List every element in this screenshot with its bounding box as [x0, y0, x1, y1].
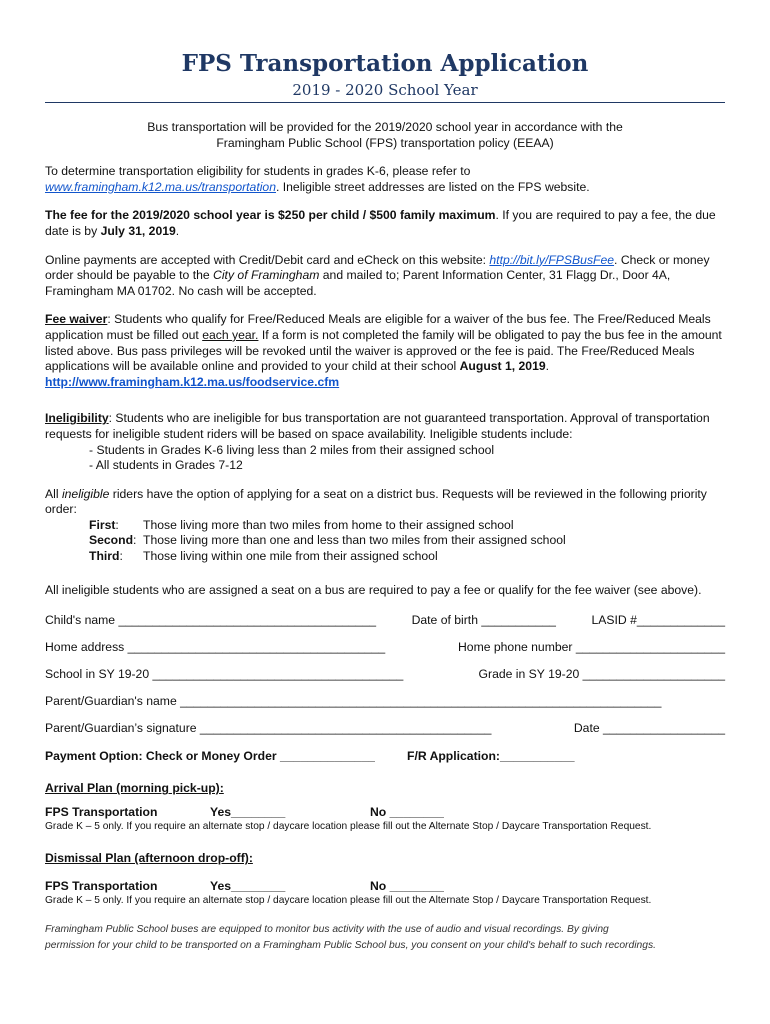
footer-line-1: Framingham Public School buses are equipped to monitor bus activity with the use of audio and visual recordings. By giving: [45, 924, 609, 936]
dismissal-no-field[interactable]: No ________: [370, 879, 444, 894]
ineligibility-paragraph: [45, 411, 725, 442]
fee-text: . If you are required to pay a fee, the due date is by: [45, 208, 716, 238]
waiver-text-1: : Students who qualify for Free/Reduced Meals are eligible for a waiver of the bus fee. The Free/Reduced Meals application must be filled out: [45, 312, 711, 342]
priority-label: Second: [89, 533, 134, 548]
payments-text-2: . Check or money order should be payable to the: [45, 252, 710, 283]
dismissal-heading: Dismissal Plan (afternoon drop-off):: [45, 851, 253, 866]
fr-application-field[interactable]: F/R Application:___________: [407, 749, 575, 764]
dismissal-yes-field[interactable]: Yes________: [210, 879, 286, 894]
priority-sep: :: [133, 533, 137, 548]
intro-line-2: Framingham Public School (FPS) transportation policy (EEAA): [216, 135, 554, 150]
arrival-yes-field[interactable]: Yes________: [210, 805, 286, 820]
waiver-date: August 1, 2019: [459, 359, 546, 374]
waiver-end: .: [545, 359, 550, 374]
grade-field[interactable]: Grade in SY 19-20 _____________________: [478, 667, 725, 682]
fee-due-date: July 31, 2019: [100, 223, 176, 238]
payments-paragraph: [45, 253, 725, 300]
school-year: 2019 - 2020 School Year: [292, 81, 478, 99]
waiver-paragraph: [45, 312, 725, 390]
dismissal-row: [45, 878, 725, 894]
bus-fee-link[interactable]: http://bit.ly/FPSBusFee: [489, 252, 615, 267]
signature-date-field[interactable]: Date __________________: [573, 721, 725, 736]
arrival-row: [45, 804, 725, 820]
priority-paragraph: [45, 487, 725, 518]
payment-option-field[interactable]: Payment Option: Check or Money Order ______________: [45, 749, 375, 764]
transportation-link[interactable]: www.framingham.k12.ma.us/transportation: [45, 179, 276, 194]
payment-row: [45, 748, 725, 764]
child-name-field[interactable]: Child's name ______________________________________: [45, 613, 377, 628]
arrival-label: FPS Transportation: [45, 805, 158, 820]
intro-line-1: Bus transportation will be provided for the 2019/2020 school year in accordance with the: [147, 120, 623, 134]
guardian-name-field[interactable]: Parent/Guardian's name _______________________________________________________________________: [45, 694, 662, 709]
document-page: [45, 50, 725, 953]
priority-text: Those living more than two miles from home to their assigned school: [143, 517, 514, 532]
priority-sep: :: [119, 549, 123, 564]
child-info-row: [45, 612, 725, 628]
signature-row: [45, 720, 725, 736]
priority-text-2: riders have the option of applying for a seat on a district bus. Requests will be reviewed in the following priority order:: [45, 486, 707, 517]
guardian-name-row: [45, 693, 725, 709]
ineligible-item-2: - All students in Grades 7-12: [89, 458, 243, 473]
school-row: [45, 666, 725, 682]
dismissal-note: Grade K – 5 only. If you require an alternate stop / daycare location please fill out the Alternate Stop / Daycare Transportation Request.: [45, 895, 652, 907]
home-address-field[interactable]: Home address ______________________________________: [45, 640, 386, 655]
priority-sep: :: [115, 517, 119, 532]
eligibility-paragraph: [45, 164, 725, 195]
ineligibility-text: : Students who are ineligible for bus transportation are not guaranteed transportation. Approval of transportation requests for ineligible student riders will be based on space availability. Ineligible students include:: [45, 411, 710, 441]
ineligible-item-1: - Students in Grades K-6 living less than 2 miles from their assigned school: [89, 442, 495, 457]
priority-text: Those living within one mile from their assigned school: [143, 549, 438, 564]
footer-line-2: permission for your child to be transported on a Framingham Public School bus, you consent on your child's behalf to such recordings.: [45, 939, 656, 951]
priority-first: [45, 518, 725, 534]
arrival-no-field[interactable]: No ________: [370, 805, 444, 820]
priority-text: Those living more than one and less than two miles from their assigned school: [143, 533, 566, 548]
dismissal-label: FPS Transportation: [45, 879, 158, 894]
arrival-note: Grade K – 5 only. If you require an alternate stop / daycare location please fill out the Alternate Stop / Daycare Transportation Request.: [45, 821, 652, 833]
recording-notice: [45, 922, 725, 953]
priority-second: [45, 533, 725, 549]
school-field[interactable]: School in SY 19-20 _____________________________________: [45, 667, 404, 682]
fee-amount: The fee for the 2019/2020 school year is $250 per child / $500 family maximum: [45, 208, 496, 223]
payments-text-3: and mailed to; Parent Information Center, 31 Flagg Dr., Door 4A, Framingham MA 01702. No cash will be accepted.: [45, 268, 671, 298]
dob-field[interactable]: Date of birth ___________: [411, 613, 556, 628]
ineligibility-label: Ineligibility: [45, 411, 109, 426]
payee-city: City of Framingham: [213, 268, 320, 283]
lasid-field[interactable]: LASID #_____________: [591, 613, 725, 628]
home-phone-field[interactable]: Home phone number ______________________: [457, 640, 725, 655]
arrival-heading: Arrival Plan (morning pick-up):: [45, 781, 224, 796]
payments-text-1: Online payments are accepted with Credit/Debit card and eCheck on this website:: [45, 252, 490, 267]
waiver-text-2: If a form is not completed the family will be obligated to pay the bus fee in the amount listed above. Bus pass privileges will be revoked until the waiver is approved or the fee is paid. The Free/Reduced Meals applications will be available online and provided to your child at their school: [45, 327, 722, 374]
waiver-label: Fee waiver: [45, 312, 108, 327]
priority-text-1: All: [45, 486, 62, 501]
assigned-note: All ineligible students who are assigned a seat on a bus are required to pay a fee or qualify for the fee waiver (see above).: [45, 582, 702, 597]
address-row: [45, 639, 725, 655]
priority-ineligible: ineligible: [61, 486, 110, 501]
fee-paragraph: [45, 208, 725, 239]
priority-label: First: [89, 517, 116, 532]
waiver-each-year: each year.: [202, 327, 259, 342]
intro-paragraph: [45, 120, 725, 151]
fee-end: .: [175, 223, 180, 238]
document-title: FPS Transportation Application: [181, 50, 589, 77]
eligibility-text-2: . Ineligible street addresses are listed on the FPS website.: [276, 179, 590, 194]
eligibility-text: To determine transportation eligibility for students in grades K-6, please refer to: [45, 164, 471, 179]
priority-third: [45, 549, 725, 565]
guardian-signature-field[interactable]: Parent/Guardian’s signature ___________________________________________: [45, 721, 492, 736]
foodservice-link[interactable]: http://www.framingham.k12.ma.us/foodservice.cfm: [45, 374, 340, 389]
priority-label: Third: [89, 549, 120, 564]
title-divider: [45, 102, 725, 103]
